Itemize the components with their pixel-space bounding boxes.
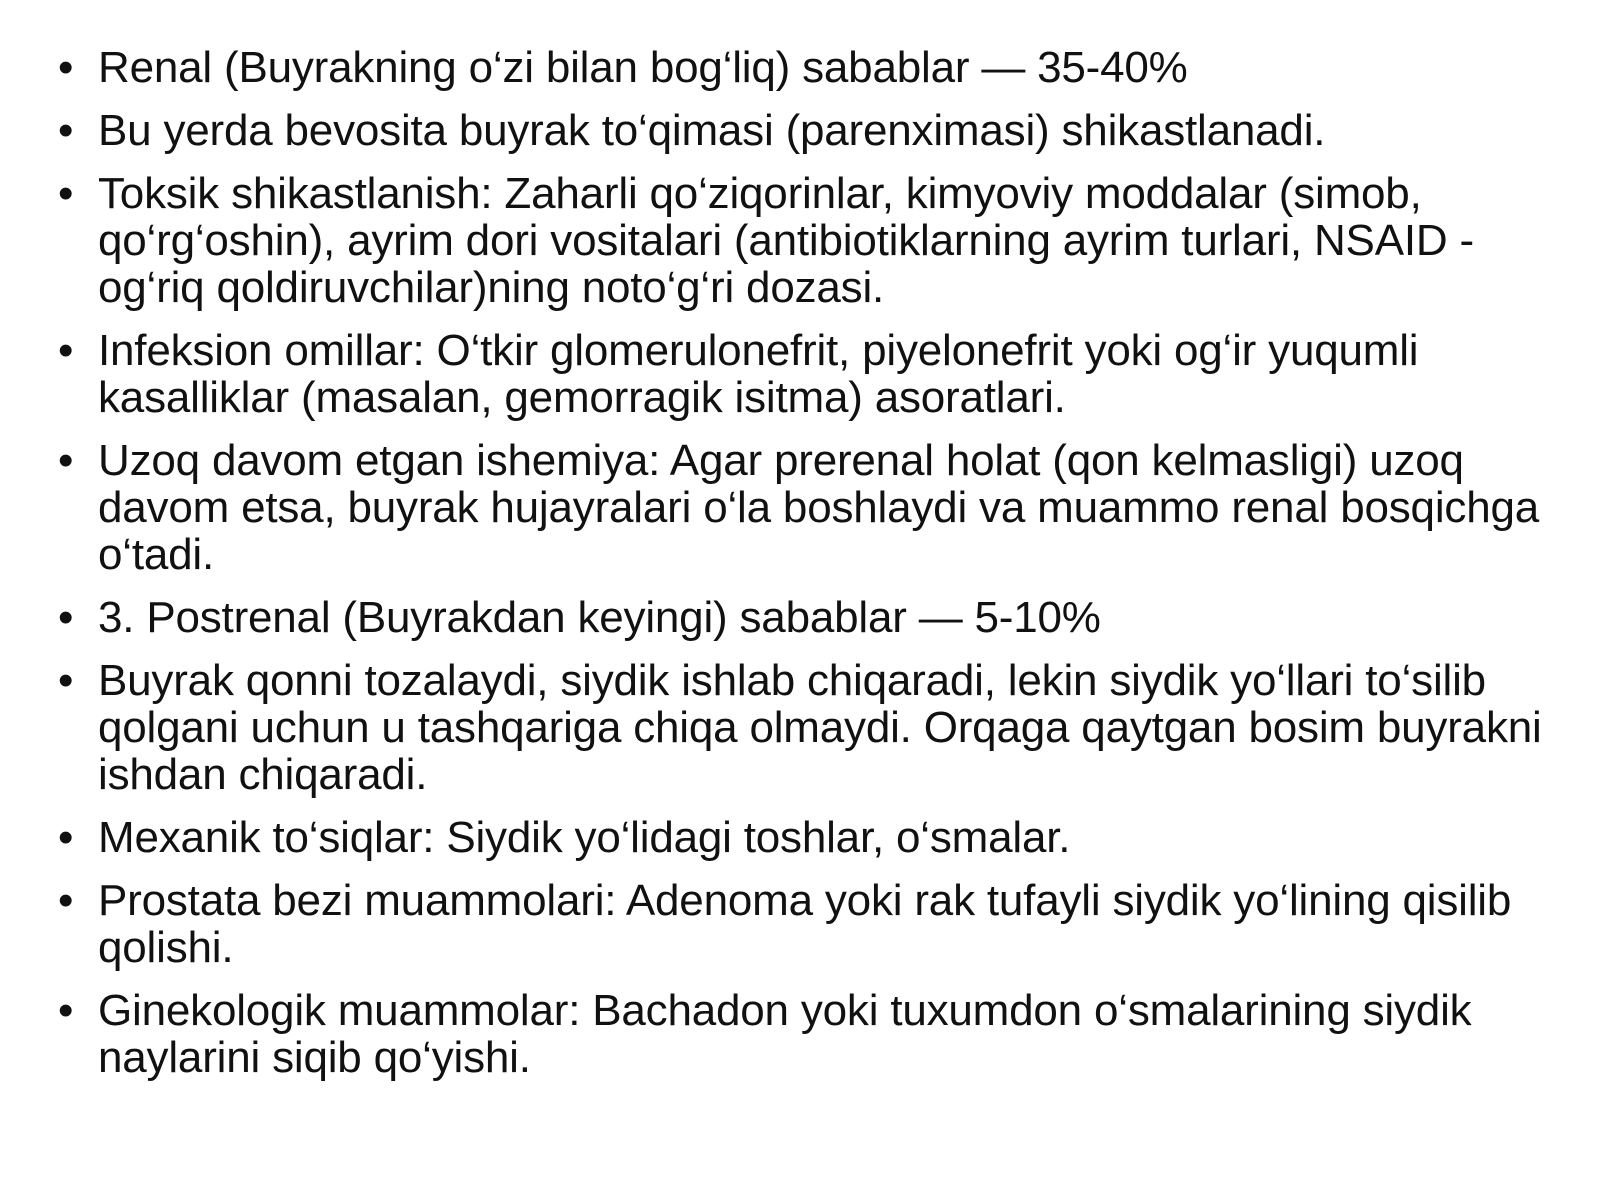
bullet-item-postrenal-heading	[58, 594, 1560, 641]
bullet-dot-icon: •	[58, 106, 74, 155]
bullet-dot-icon: •	[58, 813, 74, 862]
bullet-text: Bu yerda bevosita buyrak to‘qimasi (parenximasi) shikastlanadi.	[98, 106, 1326, 155]
bullet-text: Prostata bezi muammolari: Adenoma yoki rak tufayli siydik yo‘lining qisilib qolishi.	[98, 876, 1512, 972]
bullet-item-prostate-problems	[58, 877, 1560, 971]
bullet-dot-icon: •	[58, 436, 74, 485]
bullet-text: Infeksion omillar: O‘tkir glomerulonefrit, piyelonefrit yoki og‘ir yuqumli kasalliklar (masalan, gemorragik isitma) asoratlari.	[98, 326, 1419, 422]
bullet-item-renal-description	[58, 107, 1560, 154]
bullet-text: Buyrak qonni tozalaydi, siydik ishlab chiqaradi, lekin siydik yo‘llari to‘silib qolgani uchun u tashqariga chiqa olmaydi. Orqaga qaytgan bosim buyrakni ishdan chiqaradi.	[98, 656, 1542, 799]
bullet-dot-icon: •	[58, 656, 74, 705]
bullet-text: Renal (Buyrakning o‘zi bilan bog‘liq) sabablar — 35-40%	[98, 43, 1188, 92]
bullet-item-gynecological-problems	[58, 987, 1560, 1081]
bullet-text: Toksik shikastlanish: Zaharli qo‘ziqorinlar, kimyoviy moddalar (simob, qo‘rg‘oshin), ayrim dori vositalari (antibiotiklarning ayrim turlari, NSAID - og‘riq qoldiruvchilar)ning noto‘g‘ri dozasi.	[98, 169, 1474, 312]
bullet-dot-icon: •	[58, 593, 74, 642]
bullet-text: Mexanik to‘siqlar: Siydik yo‘lidagi toshlar, o‘smalar.	[98, 813, 1071, 862]
bullet-list	[58, 44, 1560, 1081]
bullet-dot-icon: •	[58, 876, 74, 925]
bullet-dot-icon: •	[58, 326, 74, 375]
bullet-text: Ginekologik muammolar: Bachadon yoki tuxumdon o‘smalarining siydik naylarini siqib qo‘yishi.	[98, 986, 1472, 1082]
bullet-item-postrenal-description	[58, 657, 1560, 798]
bullet-item-infectious-factors	[58, 327, 1560, 421]
bullet-item-renal-heading	[58, 44, 1560, 91]
bullet-dot-icon: •	[58, 43, 74, 92]
bullet-item-toxic-damage	[58, 170, 1560, 311]
bullet-dot-icon: •	[58, 986, 74, 1035]
bullet-text: 3. Postrenal (Buyrakdan keyingi) sabablar — 5-10%	[98, 593, 1101, 642]
bullet-item-mechanical-obstruction	[58, 814, 1560, 861]
bullet-dot-icon: •	[58, 169, 74, 218]
bullet-text: Uzoq davom etgan ishemiya: Agar prerenal holat (qon kelmasligi) uzoq davom etsa, buyrak hujayralari o‘la boshlaydi va muammo renal bosqichga o‘tadi.	[98, 436, 1540, 579]
bullet-item-ischemia	[58, 437, 1560, 578]
